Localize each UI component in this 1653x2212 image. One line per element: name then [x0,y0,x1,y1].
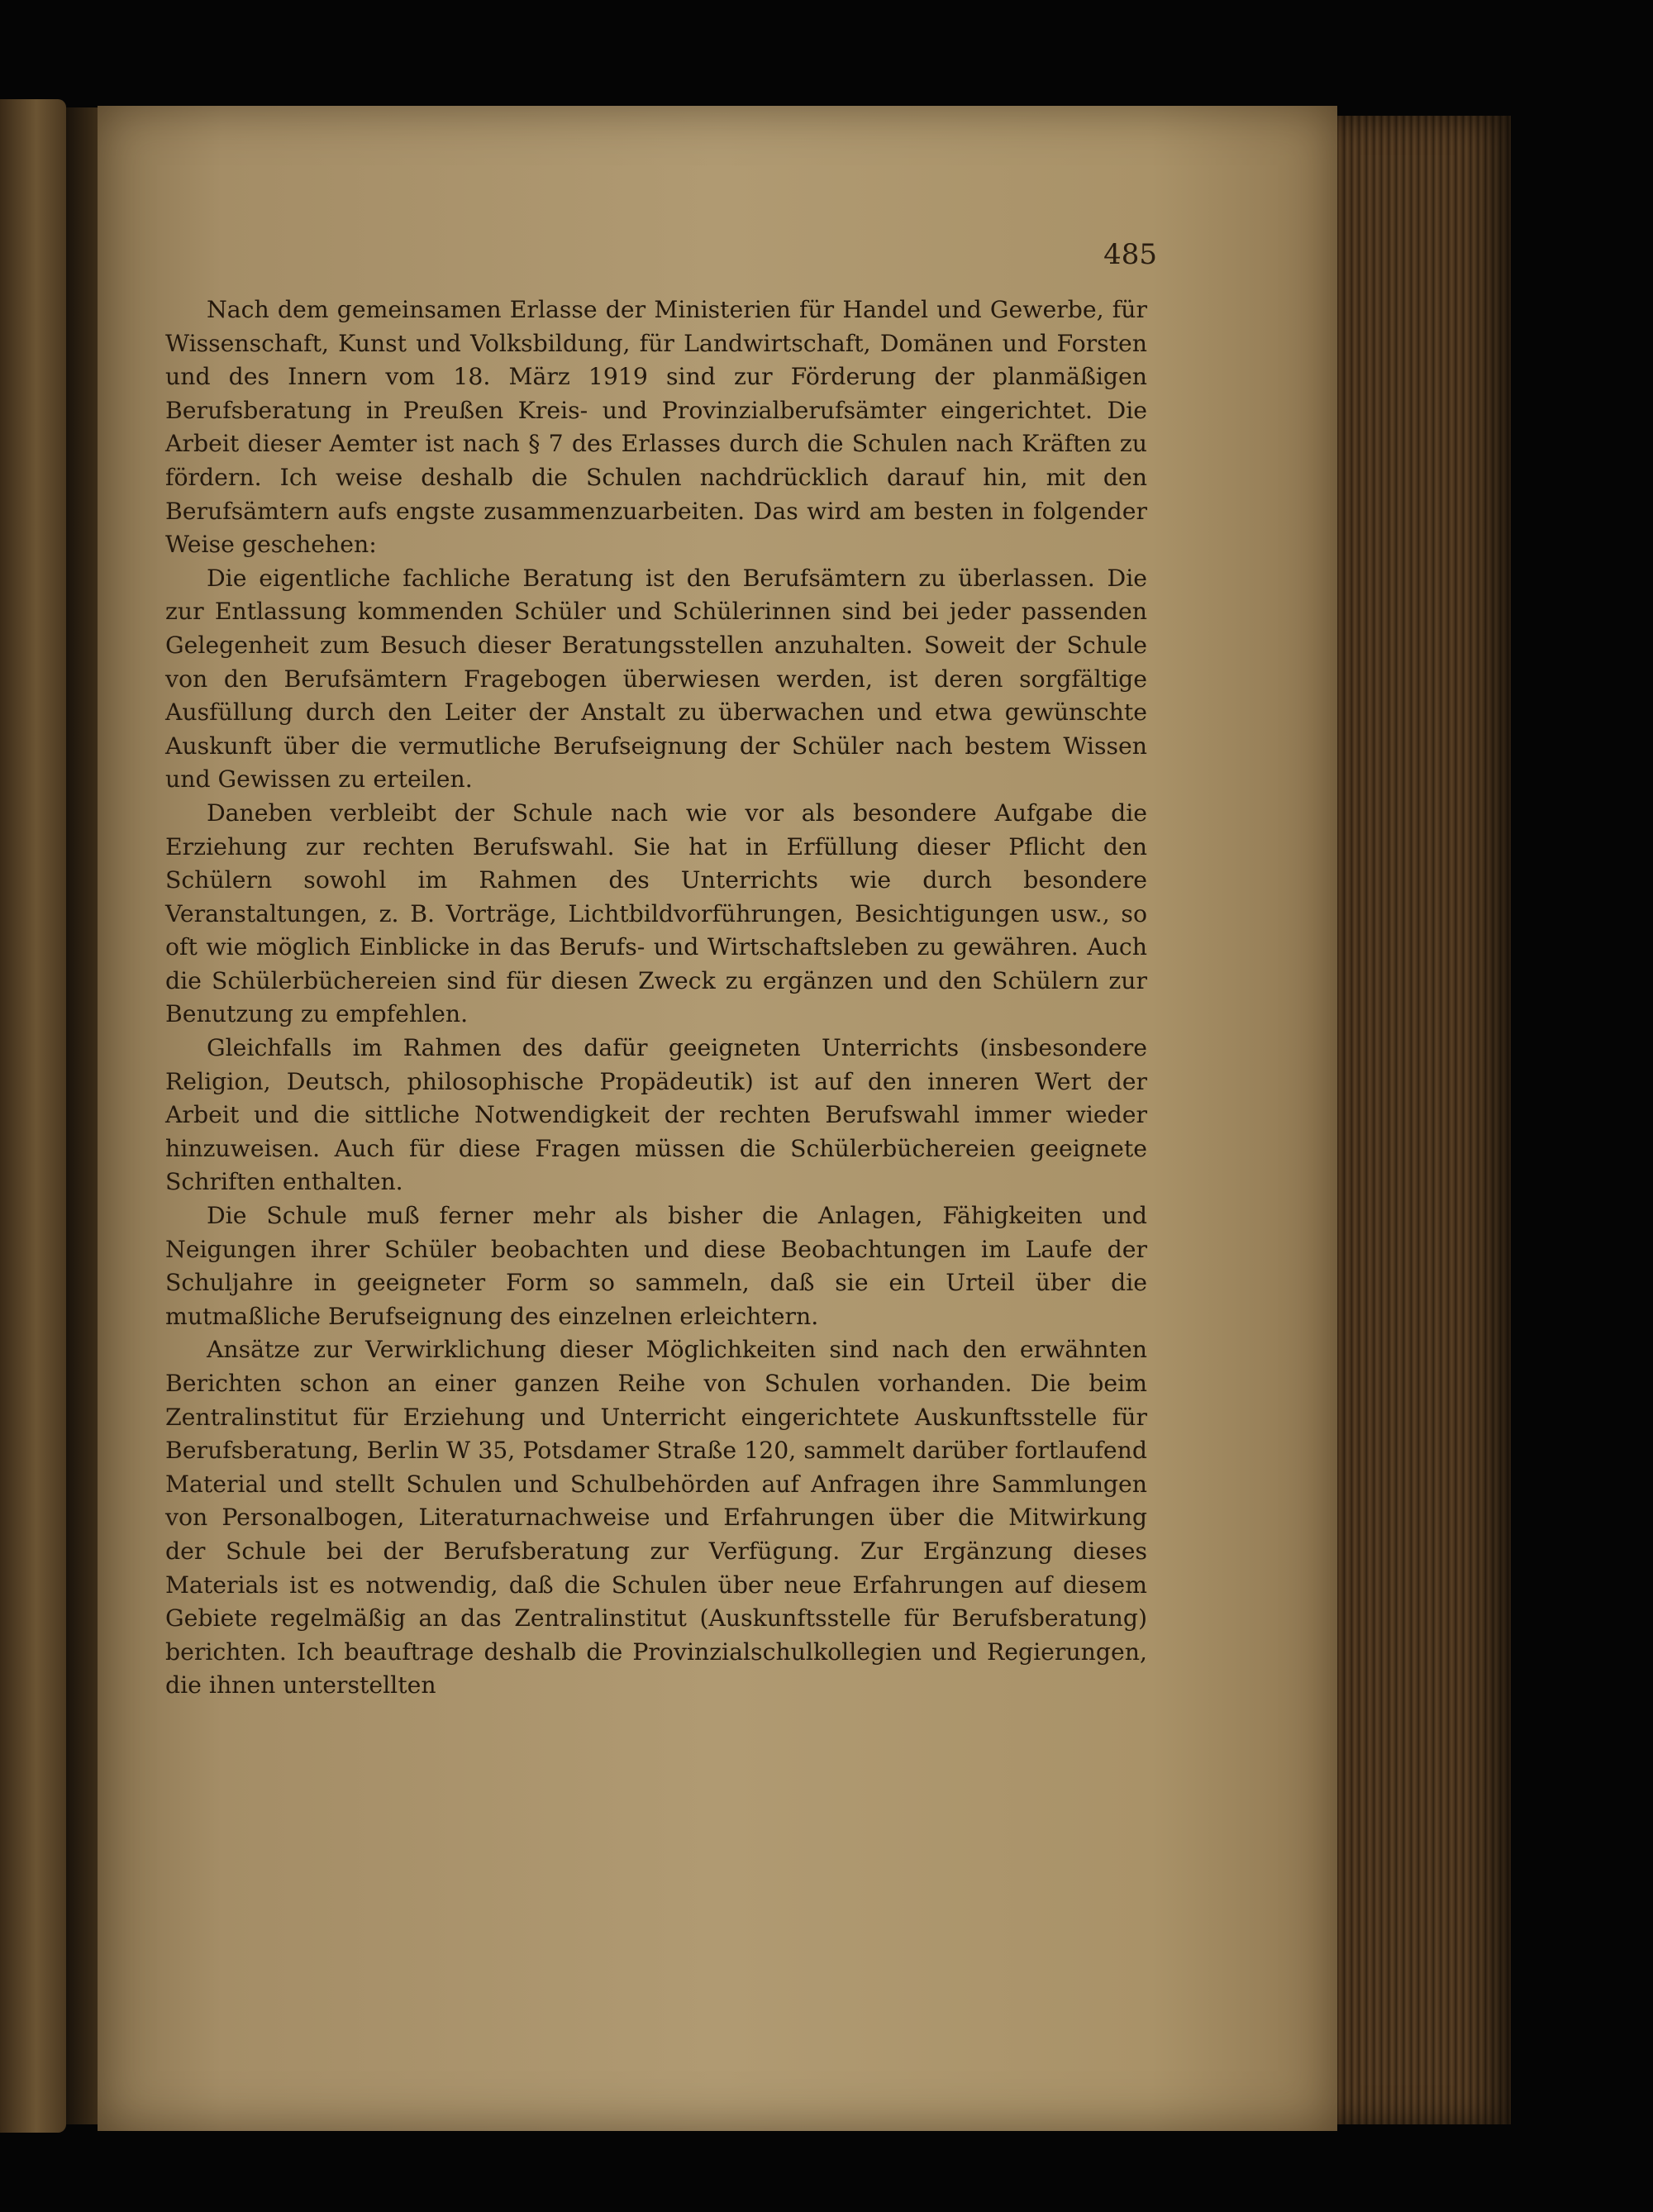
left-page-edge [0,99,66,2133]
paragraph-6: Ansätze zur Verwirklichung dieser Möglichkeiten sind nach den erwähnten Berichten schon an einer ganzen Reihe von Schulen vorhanden. Die beim Zentralinstitut für Erziehung und Unterricht eingerichtete Auskunftsstelle für Berufsberatung, Berlin W 35, Potsdamer Straße 120, sammelt darüber fortlaufend Material und stellt Schulen und Schulbehörden auf Anfragen ihre Sammlungen von Personalbogen, Literaturnachweise und Erfahrungen über die Mitwirkung der Schule bei der Berufsberatung zur Verfügung. Zur Ergänzung dieses Materials ist es notwendig, daß die Schulen über neue Erfahrungen auf diesem Gebiete regelmäßig an das Zentralinstitut (Auskunftsstelle für Berufsberatung) berichten. Ich beauftrage deshalb die Provinzialschulkollegien und Regierungen, die ihnen unterstellten [165,1336,1147,1700]
page-body [165,293,1147,1703]
paragraph-5: Die Schule muß ferner mehr als bisher die Anlagen, Fähigkeiten und Neigungen ihrer Schüler beobachten und diese Beobachtungen im Laufe der Schuljahre in geeigneter Form so sammeln, daß sie ein Urteil über die mutmaßliche Berufseignung des einzelnen erleichtern. [165,1202,1147,1330]
page-stack-edges [1337,116,1511,2124]
paragraph-3: Daneben verbleibt der Schule nach wie vor als besondere Aufgabe die Erziehung zur rechten Berufswahl. Sie hat in Erfüllung dieser Pflicht den Schülern sowohl im Rahmen des Unterrichts wie durch besondere Veranstaltungen, z. B. Vorträge, Lichtbildvorführungen, Besichtigungen usw., so oft wie möglich Einblicke in das Berufs- und Wirtschaftsleben zu gewähren. Auch die Schülerbüchereien sind für diesen Zweck zu ergänzen und den Schülern zur Benutzung zu empfehlen. [165,799,1147,1028]
paragraph-2: Die eigentliche fachliche Beratung ist den Berufsämtern zu überlassen. Die zur Entlassung kommenden Schüler und Schülerinnen sind bei jeder passenden Gelegenheit zum Besuch dieser Beratungsstellen anzuhalten. Soweit der Schule von den Berufsämtern Fragebogen überwiesen werden, ist deren sorgfältige Ausfüllung durch den Leiter der Anstalt zu überwachen und etwa gewünschte Auskunft über die vermutliche Berufseignung der Schüler nach bestem Wissen und Gewissen zu erteilen. [165,564,1147,794]
page-number: 485 [1103,238,1157,271]
paragraph-1: Nach dem gemeinsamen Erlasse der Ministerien für Handel und Gewerbe, für Wissenschaft, Kunst und Volksbildung, für Landwirtschaft, Domänen und Forsten und des Innern vom 18. März 1919 sind zur Förderung der planmäßigen Berufsberatung in Preußen Kreis- und Provinzialberufsämter eingerichtet. Die Arbeit dieser Aemter ist nach § 7 des Erlasses durch die Schulen nach Kräften zu fördern. Ich weise deshalb die Schulen nachdrücklich darauf hin, mit den Berufsämtern aufs engste zusammenzuarbeiten. Das wird am besten in folgender Weise geschehen: [165,296,1147,559]
paragraph-4: Gleichfalls im Rahmen des dafür geeigneten Unterrichts (insbesondere Religion, Deutsch, philosophische Propädeutik) ist auf den inneren Wert der Arbeit und die sittliche Notwendigkeit der rechten Berufswahl immer wieder hinzuweisen. Auch für diese Fragen müssen die Schülerbüchereien geeignete Schriften enthalten. [165,1034,1147,1196]
book-gutter [66,107,98,2124]
